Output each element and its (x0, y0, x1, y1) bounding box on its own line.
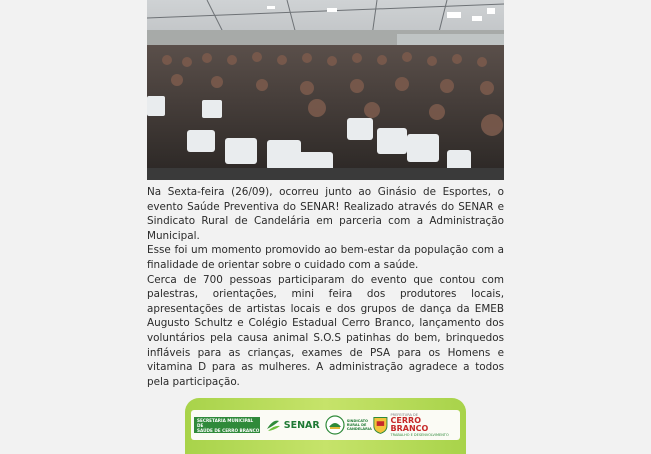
article-paragraph: Cerca de 700 pessoas participaram do evento que contou com palestras, orientações, mini feira dos produtores locais, apresentações de artistas locais e dos grupos de dança da EMEB Augusto Schultz e Colégio Estadual Cerro Branco, lançamento dos voluntários pela causa animal S.O.S patinhas do bem, brinquedos infláveis para as crianças, exames de PSA para os Homens e vitamina D para as mulheres. A administração agradece a todos pela participação. (147, 273, 504, 388)
secretaria-line2: SAÚDE DE CERRO BRANCO (197, 427, 260, 433)
partners-banner (185, 398, 466, 454)
audience-photo-icon (147, 0, 504, 180)
cerro-name-label: CERRO BRANCO (390, 416, 429, 433)
partners-logos (191, 410, 460, 440)
sindicato-logo (325, 415, 372, 435)
event-photo[interactable] (147, 0, 504, 180)
article-text (147, 185, 504, 389)
sindicato-emblem-icon (325, 415, 345, 435)
senar-logo (265, 417, 320, 433)
social-post (147, 0, 504, 448)
article-paragraph: Esse foi um momento promovido ao bem-estar da população com a finalidade de orientar sobre o cuidado com a saúde. (147, 244, 504, 271)
senar-leaf-icon (265, 417, 281, 433)
sindicato-label: SINDICATO RURAL DE CANDELÁRIA (346, 419, 372, 431)
article-paragraph: Na Sexta-feira (26/09), ocorreu junto ao Ginásio de Esportes, o evento Saúde Preventiva do SENAR! Realizado através do SENAR e Sindicato Rural de Candelária em parceria com a Administração Municipal. (147, 186, 504, 242)
senar-label: SENAR (283, 419, 320, 431)
prefeitura-cerro-branco-logo (372, 413, 457, 437)
cerro-sub-label: TRABALHO E DESENVOLVIMENTO (390, 433, 449, 437)
cerro-top-label: PREFEITURA DE (390, 413, 418, 417)
cerro-branco-crest-icon (372, 415, 389, 435)
secretaria-saude-logo (194, 417, 260, 433)
secretaria-line1: SECRETARIA MUNICIPAL DE (197, 417, 254, 428)
